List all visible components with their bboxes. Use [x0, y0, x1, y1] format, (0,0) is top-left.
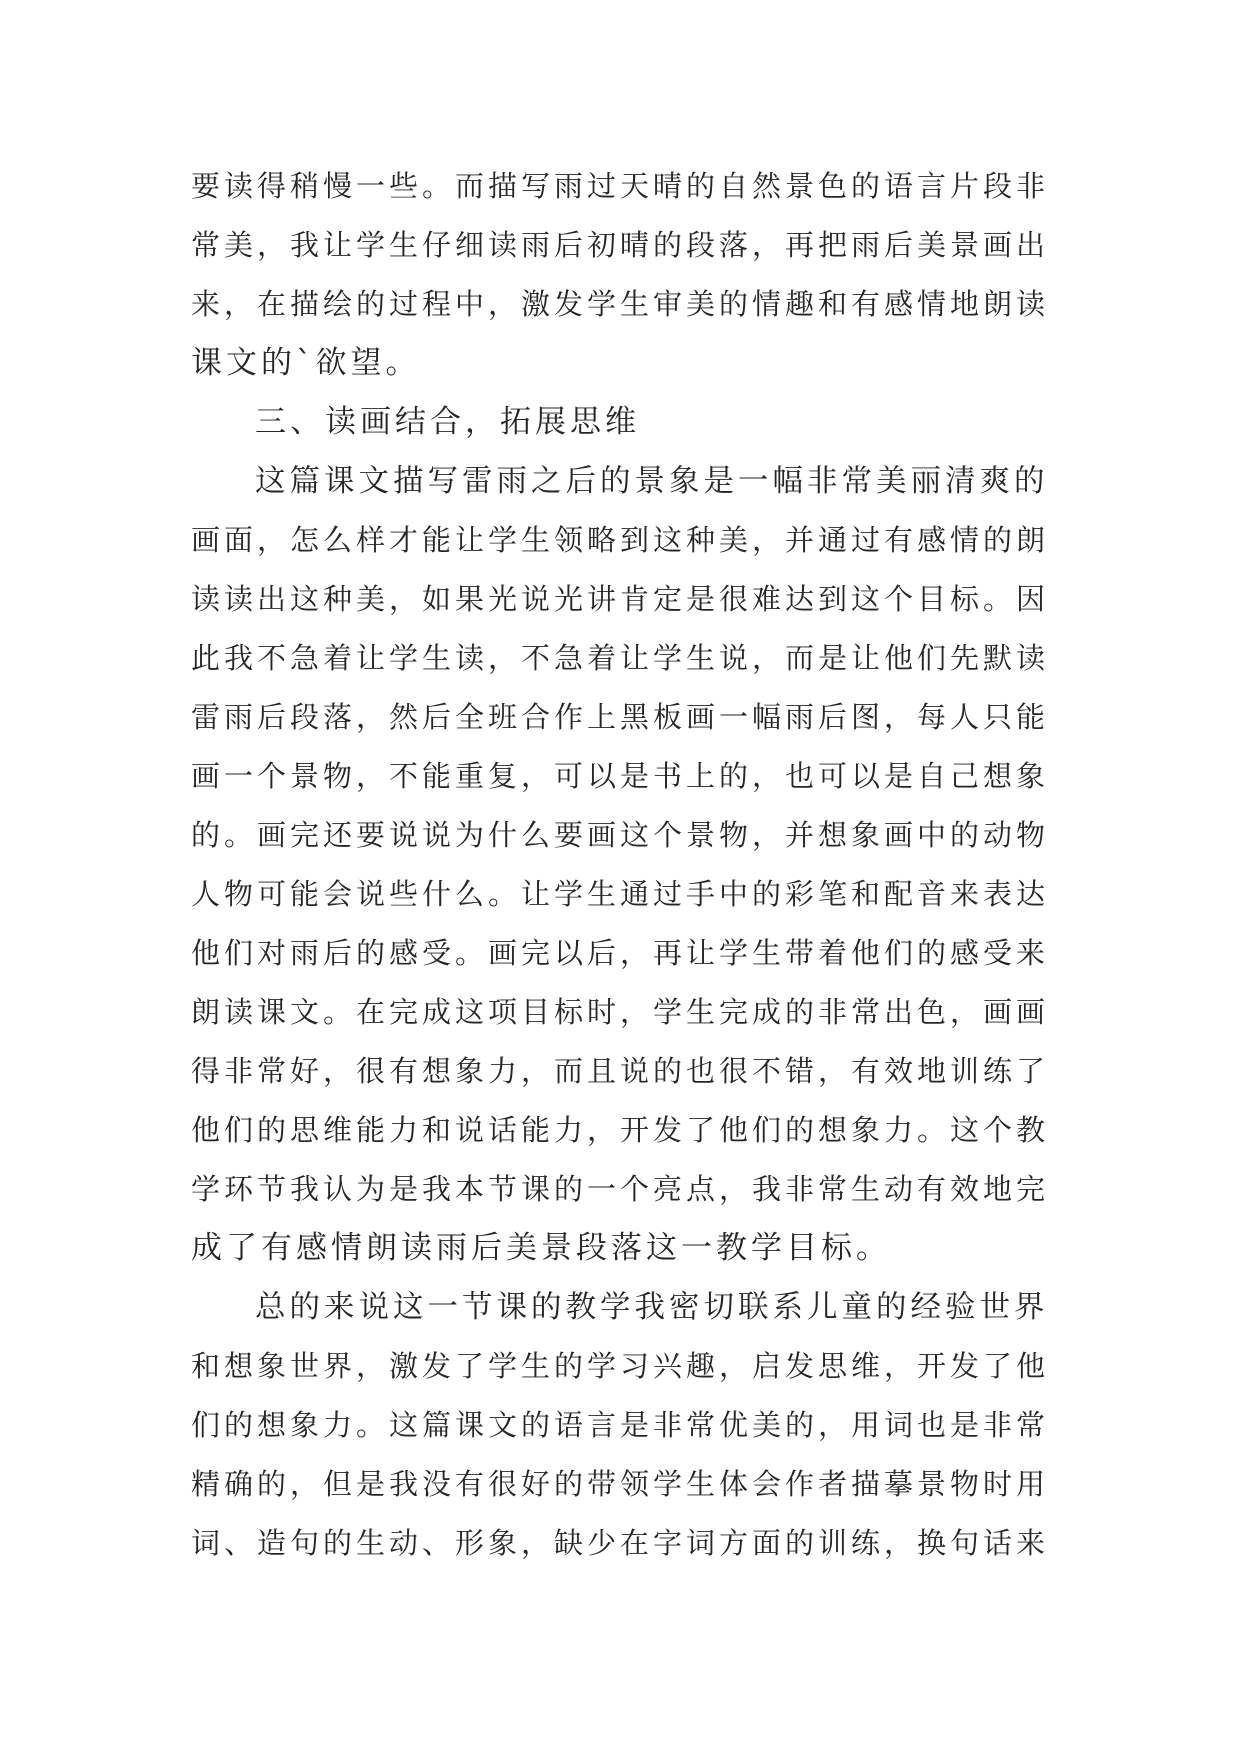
text-line: 来，在描绘的过程中，激发学生审美的情趣和有感情地朗读	[191, 287, 1050, 321]
text-line: 精确的，但是我没有很好的带领学生体会作者描摹景物时用	[191, 1467, 1050, 1501]
text-line: 们的想象力。这篇课文的语言是非常优美的，用词也是非常	[191, 1408, 1050, 1442]
text-line: 朗读课文。在完成这项目标时，学生完成的非常出色，画画	[191, 995, 1050, 1029]
text-line: 此我不急着让学生读，不急着让学生说，而是让他们先默读	[191, 641, 1050, 675]
body-text	[191, 157, 1051, 1573]
text-line: 画面，怎么样才能让学生领略到这种美，并通过有感情的朗	[191, 523, 1050, 557]
paragraph-start-line: 总的来说这一节课的教学我密切联系儿童的经验世界	[255, 1290, 1049, 1325]
text-line: 的。画完还要说说为什么要画这个景物，并想象画中的动物	[191, 818, 1050, 852]
text-line: 常美，我让学生仔细读雨后初晴的段落，再把雨后美景画出	[191, 228, 1050, 262]
text-line: 雷雨后段落，然后全班合作上黑板画一幅雨后图，每人只能	[191, 700, 1050, 734]
paragraph-start-line: 三、读画结合，拓展思维	[255, 404, 640, 440]
text-line: 读读出这种美，如果光说光讲肯定是很难达到这个目标。因	[191, 582, 1050, 616]
paragraph-start-line: 这篇课文描写雷雨之后的景象是一幅非常美丽清爽的	[255, 464, 1049, 499]
text-line: 成了有感情朗读雨后美景段落这一教学目标。	[191, 1230, 891, 1266]
text-line: 他们的思维能力和说话能力，开发了他们的想象力。这个教	[191, 1113, 1050, 1147]
text-line: 和想象世界，激发了学生的学习兴趣，启发思维，开发了他	[191, 1349, 1050, 1383]
text-line: 课文的`欲望。	[191, 345, 421, 381]
text-line: 学环节我认为是我本节课的一个亮点，我非常生动有效地完	[191, 1172, 1050, 1206]
text-line: 得非常好，很有想象力，而且说的也很不错，有效地训练了	[191, 1054, 1050, 1088]
text-line: 词、造句的生动、形象，缺少在字词方面的训练，换句话来	[191, 1526, 1050, 1560]
text-line: 画一个景物，不能重复，可以是书上的，也可以是自己想象	[191, 759, 1050, 793]
text-line: 他们对雨后的感受。画完以后，再让学生带着他们的感受来	[191, 936, 1050, 970]
text-line: 要读得稍慢一些。而描写雨过天晴的自然景色的语言片段非	[191, 169, 1050, 203]
text-line: 人物可能会说些什么。让学生通过手中的彩笔和配音来表达	[191, 877, 1050, 911]
